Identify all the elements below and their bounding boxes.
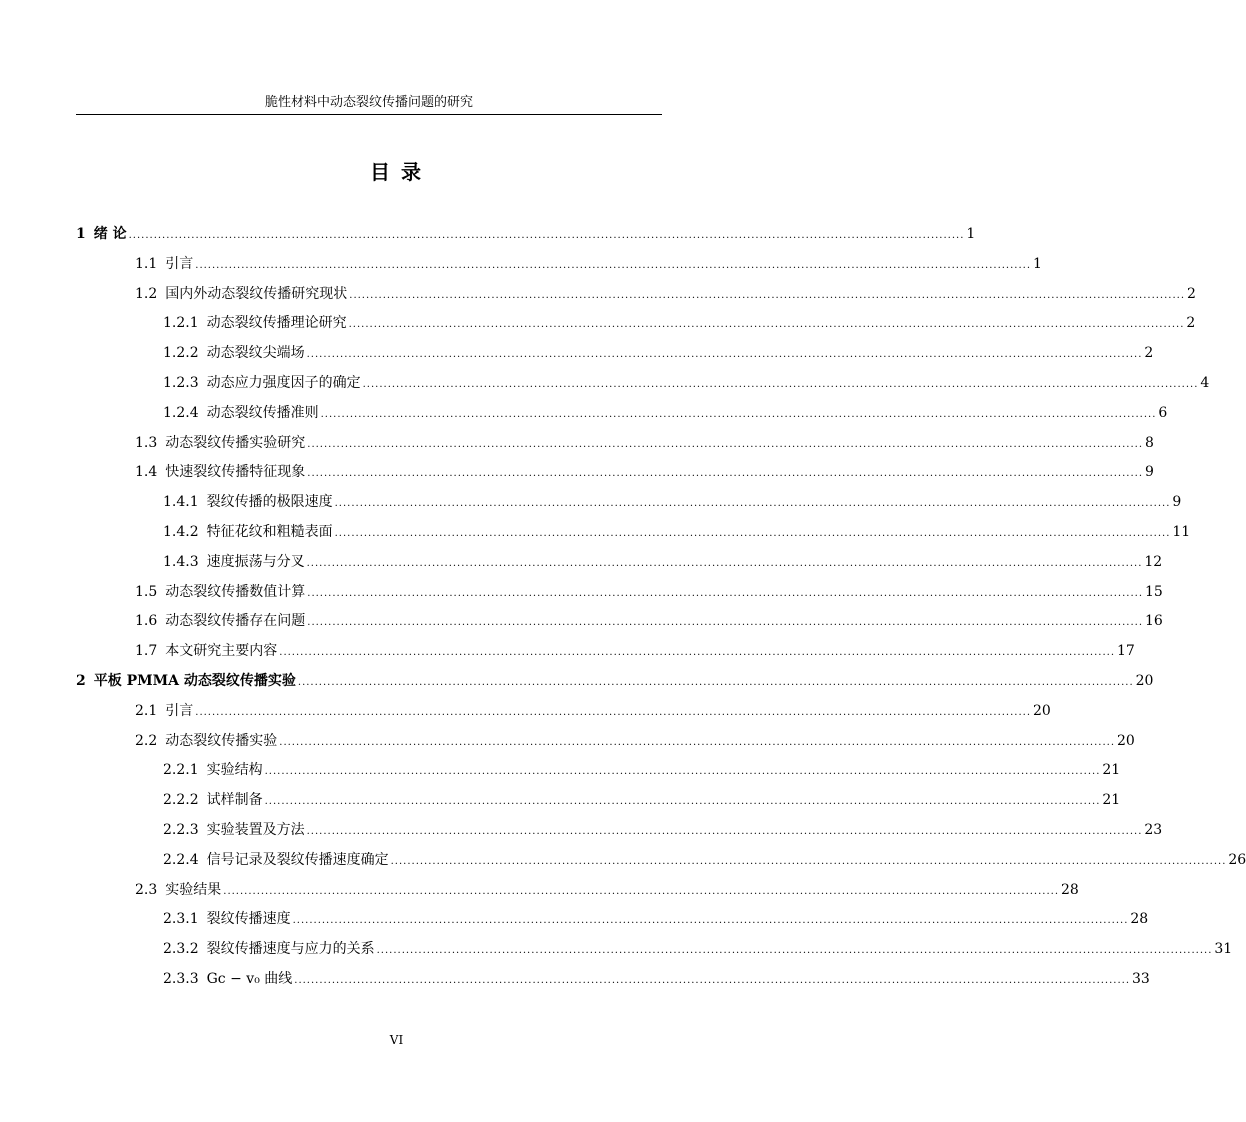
toc-leader-dots: ........................................................................................................................................................................................................ [334,498,1171,510]
toc-entry-page: 9 [1145,464,1154,481]
toc-entry-label: 裂纹传播的极限速度 [206,494,333,511]
toc-entry[interactable] [163,817,1163,839]
toc-entry-label: 实验结构 [206,762,263,779]
toc-entry-label: Gc − v₀ 曲线 [206,971,293,987]
toc-entry-label: 实验装置及方法 [206,822,305,838]
toc-entry-page: 16 [1145,613,1163,630]
toc-entry-page: 20 [1033,702,1051,719]
toc-entry-number: 1.1 [135,255,158,272]
toc-entry-page: 28 [1130,911,1149,928]
toc-entry[interactable] [135,608,1163,630]
toc-entry[interactable] [163,906,1149,928]
toc-entry-label: 动态应力强度因子的确定 [206,375,361,391]
toc-entry[interactable] [135,728,1135,750]
toc-entry-number: 2.3.1 [163,911,199,928]
toc-entry-page: 2 [1144,345,1154,362]
toc-entry-number: 2.2.4 [163,851,199,868]
toc-entry-label: 本文研究主要内容 [165,643,278,660]
toc-entry-page: 1 [1033,255,1042,272]
toc-entry-label: 特征花纹和粗糙表面 [206,524,333,540]
toc-entry-label: 动态裂纹传播数值计算 [165,583,306,600]
toc-entry-label: 动态裂纹尖端场 [206,345,305,362]
toc-entry-page: 11 [1172,524,1191,540]
toc-entry-page: 20 [1135,673,1154,689]
toc-leader-dots: ........................................................................................................................................................................................................ [297,677,1134,688]
toc-entry-page: 28 [1061,881,1079,898]
toc-entry[interactable] [135,251,1042,273]
toc-entry[interactable] [163,519,1191,541]
toc-entry-number: 1 [76,226,86,242]
toc-entry-label: 平板 PMMA 动态裂纹传播实验 [93,673,296,689]
toc-entry-page: 4 [1200,375,1210,391]
toc-leader-dots: ........................................................................................................................................................................................................ [362,379,1199,390]
toc-entry-number: 1.7 [135,643,158,660]
toc-entry-label: 信号记录及裂纹传播速度确定 [206,851,389,868]
toc-entry-label: 动态裂纹传播实验研究 [165,434,306,451]
toc-entry-label: 绪 论 [93,226,127,242]
toc-leader-dots: ........................................................................................................................................................................................................ [279,647,1116,659]
toc-leader-dots: ........................................................................................................................................................................................................ [334,528,1171,539]
toc-entry-number: 1.2.1 [163,315,199,332]
toc-entry-page: 17 [1117,643,1135,660]
toc-leader-dots: ........................................................................................................................................................................................................ [306,557,1143,569]
toc-entry-page: 26 [1228,851,1246,868]
toc-entry-label: 裂纹传播速度与应力的关系 [206,941,375,958]
toc-entry-number: 1.4.3 [163,553,199,570]
toc-entry[interactable] [135,430,1154,452]
toc-entry-label: 动态裂纹传播准则 [206,404,319,421]
toc-entry-label: 试样制备 [206,792,263,809]
toc-entry-number: 1.4 [135,464,158,481]
toc-entry-number: 1.3 [135,434,158,451]
toc-entry-page: 21 [1102,792,1121,809]
toc-entry-page: 8 [1145,434,1154,451]
toc-entry-label: 速度振荡与分叉 [206,553,305,570]
toc-entry[interactable] [163,340,1154,362]
toc-entry-number: 2.1 [135,702,158,719]
toc-leader-dots: ........................................................................................................................................................................................................ [223,885,1060,897]
toc-entry-page: 33 [1132,971,1150,987]
toc-entry-page: 31 [1214,941,1233,958]
toc-leader-dots: ........................................................................................................................................................................................................ [306,349,1143,361]
toc-entry-page: 20 [1117,732,1135,749]
toc-leader-dots: ........................................................................................................................................................................................................ [307,468,1144,480]
toc-entry-page: 9 [1172,494,1182,511]
toc-entry-label: 引言 [165,702,194,719]
toc-entry-label: 动态裂纹传播理论研究 [206,315,347,332]
toc-leader-dots: ........................................................................................................................................................................................................ [128,230,965,241]
toc-entry[interactable] [135,877,1079,899]
toc-entry-number: 2.2.1 [163,762,199,779]
toc-entry-page: 15 [1145,583,1163,600]
toc-leader-dots: ........................................................................................................................................................................................................ [195,259,1032,271]
toc-entry[interactable] [163,310,1196,332]
toc-leader-dots: ........................................................................................................................................................................................................ [376,945,1213,957]
header-rule [76,114,662,115]
toc-entry[interactable] [163,787,1121,809]
toc-entry-number: 2 [76,673,86,689]
toc-entry-number: 2.3.2 [163,941,199,958]
toc-leader-dots: ........................................................................................................................................................................................................ [264,766,1101,778]
toc-entry-page: 2 [1187,285,1196,302]
toc-entry-label: 引言 [165,255,194,272]
toc-entry[interactable] [163,549,1163,571]
toc-entry-number: 2.3 [135,881,158,898]
toc-entry-number: 2.2.2 [163,792,199,809]
toc-leader-dots: ........................................................................................................................................................................................................ [349,289,1186,301]
toc-leader-dots: ........................................................................................................................................................................................................ [292,915,1129,927]
toc-entry[interactable] [163,847,1246,869]
toc-entry-number: 1.4.1 [163,494,199,511]
toc-entry-number: 2.2.3 [163,822,199,838]
toc-entry-page: 1 [966,226,976,242]
toc-entry-page: 6 [1158,404,1168,421]
toc-entry[interactable] [135,281,1196,303]
toc-entry-page: 2 [1186,315,1196,332]
toc-entry[interactable] [76,668,1154,690]
toc-entry-number: 1.2.4 [163,404,199,421]
toc-leader-dots: ........................................................................................................................................................................................................ [294,975,1131,986]
toc-entry-label: 裂纹传播速度 [206,911,291,928]
toc-entry-page: 23 [1144,822,1163,838]
toc-leader-dots: ........................................................................................................................................................................................................ [320,408,1157,420]
toc-leader-dots: ........................................................................................................................................................................................................ [390,855,1227,867]
toc-leader-dots: ........................................................................................................................................................................................................ [195,706,1032,718]
toc-leader-dots: ........................................................................................................................................................................................................ [307,438,1144,450]
toc-leader-dots: ........................................................................................................................................................................................................ [348,319,1185,331]
toc-leader-dots: ........................................................................................................................................................................................................ [279,736,1116,748]
toc-entry[interactable] [163,370,1210,392]
toc-entry-label: 动态裂纹传播实验 [165,732,278,749]
toc-entry-label: 国内外动态裂纹传播研究现状 [165,285,348,302]
toc-entry[interactable] [163,400,1168,422]
toc-entry-label: 动态裂纹传播存在问题 [165,613,306,630]
toc-leader-dots: ........................................................................................................................................................................................................ [306,826,1143,837]
toc-entry[interactable] [135,459,1154,481]
toc-entry[interactable] [135,579,1163,601]
toc-entry[interactable] [135,698,1051,720]
running-header: 脆性材料中动态裂纹传播问题的研究 [264,95,473,110]
toc-entry[interactable] [163,757,1121,779]
toc-entry-page: 12 [1144,553,1163,570]
toc-entry[interactable] [163,966,1150,988]
toc-entry-number: 2.2 [135,732,158,749]
toc-entry[interactable] [135,638,1135,660]
toc-entry-number: 1.5 [135,583,158,600]
toc-entry-number: 2.3.3 [163,971,199,987]
toc-leader-dots: ........................................................................................................................................................................................................ [307,617,1144,629]
toc-entry[interactable] [163,936,1233,958]
toc-entry-label: 快速裂纹传播特征现象 [165,464,306,481]
toc-entry-number: 1.2 [135,285,158,302]
toc-entry[interactable] [76,221,976,243]
toc-title: 目 录 [370,160,423,184]
toc-entry-number: 1.4.2 [163,524,199,540]
toc-entry-number: 1.6 [135,613,158,630]
toc-entry-number: 1.2.2 [163,345,199,362]
toc-entry-label: 实验结果 [165,881,222,898]
toc-leader-dots: ........................................................................................................................................................................................................ [264,796,1101,808]
toc-entry-page: 21 [1102,762,1121,779]
toc-leader-dots: ........................................................................................................................................................................................................ [307,587,1144,599]
toc-entry-number: 1.2.3 [163,375,199,391]
toc-entry[interactable] [163,489,1182,511]
page-number: VI [389,1033,404,1047]
